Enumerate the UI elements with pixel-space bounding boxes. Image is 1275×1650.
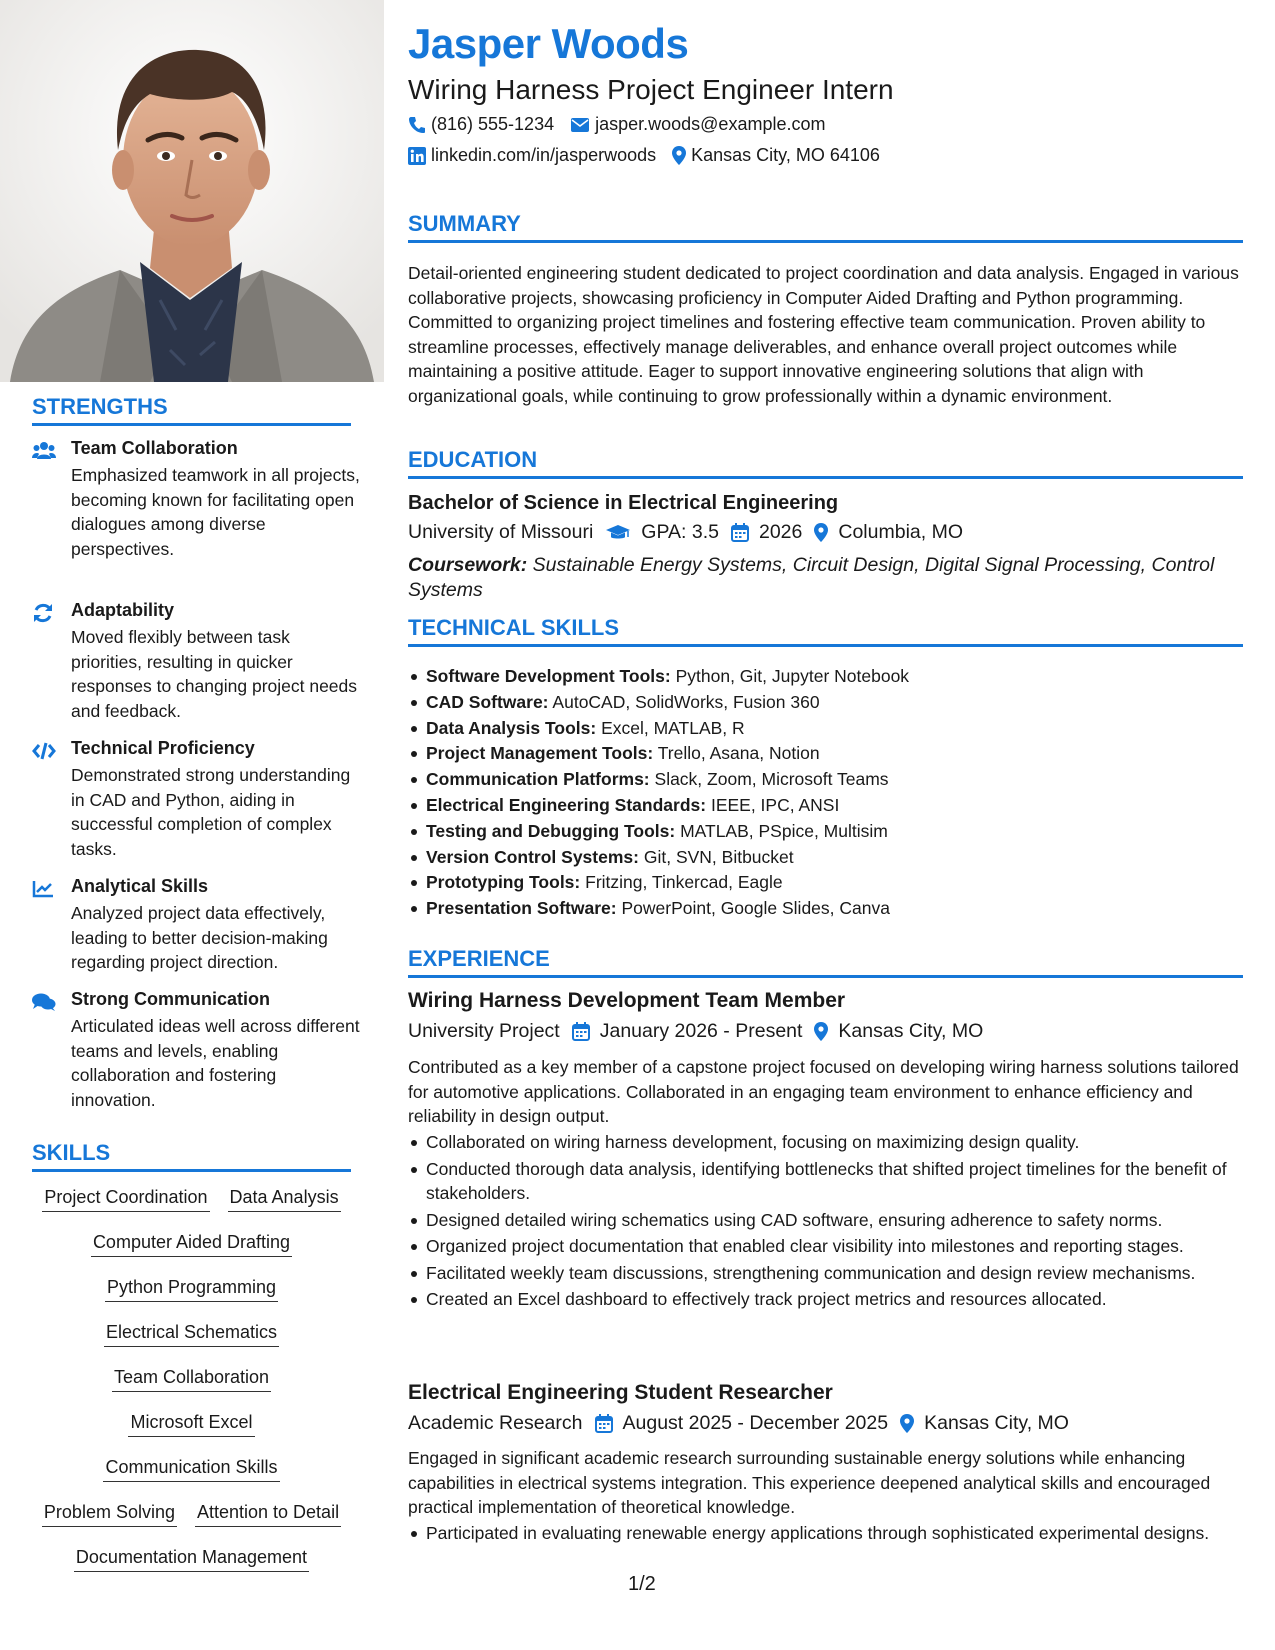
strength-title: Analytical Skills [71, 876, 209, 896]
gpa-value: GPA: 3.5 [641, 521, 719, 543]
skill-tag: Team Collaboration [112, 1367, 271, 1392]
map-marker-icon [814, 523, 828, 542]
list-item: Project Management Tools: Trello, Asana, Notion [426, 741, 1261, 766]
list-item: Facilitated weekly team discussions, strengthening communication and design review mechanisms. [426, 1261, 1261, 1286]
strength-description: Emphasized teamwork in all projects, becoming known for facilitating open dialogues among diverse perspectives. [71, 465, 360, 559]
profile-photo [0, 0, 384, 382]
email-contact[interactable] [570, 114, 825, 135]
list-item: Conducted thorough data analysis, identifying bottlenecks that shifted project timelines for the benefit of stakeholders. [426, 1157, 1261, 1206]
skills-row [32, 1367, 351, 1392]
envelope-icon [570, 117, 590, 133]
linkedin-icon [408, 147, 426, 165]
school-name: University of Missouri [408, 521, 594, 543]
sync-icon [32, 603, 56, 623]
linkedin-contact[interactable] [408, 145, 656, 166]
skill-tag: Communication Skills [103, 1457, 279, 1482]
users-icon [32, 441, 56, 461]
coursework [408, 553, 1243, 603]
job-bullets [408, 1130, 1261, 1312]
skills-row [32, 1277, 351, 1302]
strength-title: Adaptability [71, 600, 175, 620]
strength-title: Technical Proficiency [71, 738, 255, 758]
linkedin-text: linkedin.com/in/jasperwoods [431, 145, 657, 165]
calendar-icon [731, 523, 749, 542]
experience-heading: EXPERIENCE [408, 946, 1243, 978]
job-title: Wiring Harness Development Team Member [408, 989, 846, 1012]
list-item: Version Control Systems: Git, SVN, Bitbucket [426, 845, 1261, 870]
list-item: Presentation Software: PowerPoint, Google Slides, Canva [426, 896, 1261, 921]
summary-text: Detail-oriented engineering student dedicated to project coordination and data analysis. Engaged in various collaborative projects, showcasing proficiency in Computer Aided Drafting and Python programming. Committed to organizing project timelines and fostering effective team communication. Proven ability to streamline processes, effectively manage deliverables, and enhance overall project outcomes while maintaining a positive attitude. Eager to support innovative engineering solutions that align with organizational goals, while continuing to grow professionally within a dynamic environment. [408, 263, 1239, 406]
skill-tag: Problem Solving [42, 1502, 177, 1527]
graduation-cap-icon [605, 524, 631, 542]
job-org: University Project [408, 1020, 560, 1042]
list-item: Data Analysis Tools: Excel, MATLAB, R [426, 716, 1261, 741]
job-meta [408, 1020, 995, 1043]
school-location: Columbia, MO [838, 521, 963, 543]
skill-tag: Electrical Schematics [104, 1322, 279, 1347]
technical-skills-list [408, 664, 1261, 922]
list-item: CAD Software: AutoCAD, SolidWorks, Fusion 360 [426, 690, 1261, 715]
skill-tag: Project Coordination [42, 1187, 209, 1212]
skills-row [32, 1322, 351, 1347]
page-number: 1/2 [628, 1573, 656, 1595]
chart-line-icon [32, 879, 56, 899]
job-title: Electrical Engineering Student Researcher [408, 1381, 833, 1404]
education-meta [408, 521, 975, 544]
left-column [0, 0, 384, 1650]
list-item: Testing and Debugging Tools: MATLAB, PSpice, Multisim [426, 819, 1261, 844]
job-description: Contributed as a key member of a capstone project focused on developing wiring harness solutions tailored for automotive applications. Collaborated in an engaging team environment to enhance efficiency and reliability in design output. [408, 1057, 1239, 1126]
strength-title: Team Collaboration [71, 438, 238, 458]
skill-tag: Python Programming [105, 1277, 278, 1302]
skill-tag: Documentation Management [74, 1547, 309, 1572]
list-item: Electrical Engineering Standards: IEEE, IPC, ANSI [426, 793, 1261, 818]
strengths-heading: STRENGTHS [32, 394, 351, 426]
skill-tag: Data Analysis [228, 1187, 341, 1212]
graduation-year: 2026 [758, 521, 803, 543]
job-meta [408, 1412, 1081, 1435]
skills-row [32, 1412, 351, 1437]
education-heading: EDUCATION [408, 447, 1243, 479]
skills-row [32, 1187, 351, 1212]
strength-description: Analyzed project data effectively, leading to better decision-making regarding project direction. [71, 903, 328, 972]
candidate-title: Wiring Harness Project Engineer Intern [408, 74, 894, 105]
degree-title: Bachelor of Science in Electrical Engineering [408, 492, 839, 514]
summary-heading: SUMMARY [408, 211, 1243, 243]
calendar-icon [572, 1022, 590, 1041]
list-item: Designed detailed wiring schematics using CAD software, ensuring adherence to safety norms. [426, 1208, 1261, 1233]
job-org: Academic Research [408, 1412, 583, 1434]
portrait-illustration [0, 0, 384, 382]
list-item: Prototyping Tools: Fritzing, Tinkercad, Eagle [426, 870, 1261, 895]
list-item: Communication Platforms: Slack, Zoom, Microsoft Teams [426, 767, 1261, 792]
contact-row [408, 114, 841, 135]
skill-tag: Attention to Detail [195, 1502, 341, 1527]
comments-icon [32, 992, 56, 1012]
phone-icon [408, 116, 426, 134]
list-item: Collaborated on wiring harness development, focusing on maximizing design quality. [426, 1130, 1261, 1155]
job-dates: August 2025 - December 2025 [622, 1412, 889, 1434]
map-marker-icon [900, 1414, 914, 1433]
location-text: Kansas City, MO 64106 [691, 145, 880, 165]
strength-description: Demonstrated strong understanding in CAD and Python, aiding in successful completion of complex tasks. [71, 765, 351, 859]
phone-text: (816) 555-1234 [431, 114, 555, 134]
job-description: Engaged in significant academic research surrounding sustainable energy solutions while enhancing capabilities in electrical systems integration. This experience deepened analytical skills and encouraged practical implementation of theoretical knowledge. [408, 1448, 1211, 1517]
coursework-label: Coursework: [408, 554, 528, 576]
strength-description: Articulated ideas well across different teams and levels, enabling collaboration and fostering innovation. [71, 1016, 360, 1110]
contact-row [408, 145, 896, 166]
list-item: Software Development Tools: Python, Git, Jupyter Notebook [426, 664, 1261, 689]
skills-row [32, 1232, 351, 1257]
job-bullets [408, 1521, 1261, 1546]
skills-row [32, 1457, 351, 1482]
map-marker-icon [814, 1022, 828, 1041]
list-item: Participated in evaluating renewable energy applications through sophisticated experimental designs. [426, 1521, 1261, 1546]
technical-skills-heading: TECHNICAL SKILLS [408, 615, 1243, 647]
location-contact [672, 145, 880, 166]
job-location: Kansas City, MO [924, 1412, 1069, 1434]
list-item: Organized project documentation that enabled clear visibility into milestones and reporting stages. [426, 1234, 1261, 1259]
code-icon [32, 741, 56, 761]
coursework-text: Sustainable Energy Systems, Circuit Design, Digital Signal Processing, Control Systems [408, 554, 1215, 601]
calendar-icon [595, 1414, 613, 1433]
job-dates: January 2026 - Present [599, 1020, 803, 1042]
candidate-name: Jasper Woods [408, 20, 689, 67]
map-marker-icon [672, 146, 686, 165]
strength-title: Strong Communication [71, 989, 270, 1009]
list-item: Created an Excel dashboard to effectively track project metrics and resources allocated. [426, 1287, 1261, 1312]
phone-contact[interactable] [408, 114, 554, 135]
strength-description: Moved flexibly between task priorities, resulting in quicker responses to changing project needs and feedback. [71, 627, 358, 721]
skills-heading: SKILLS [32, 1140, 351, 1172]
email-text: jasper.woods@example.com [595, 114, 826, 134]
skill-tag: Microsoft Excel [128, 1412, 254, 1437]
job-location: Kansas City, MO [838, 1020, 984, 1042]
skills-row [32, 1547, 351, 1572]
skills-row [32, 1502, 351, 1527]
skill-tag: Computer Aided Drafting [91, 1232, 292, 1257]
